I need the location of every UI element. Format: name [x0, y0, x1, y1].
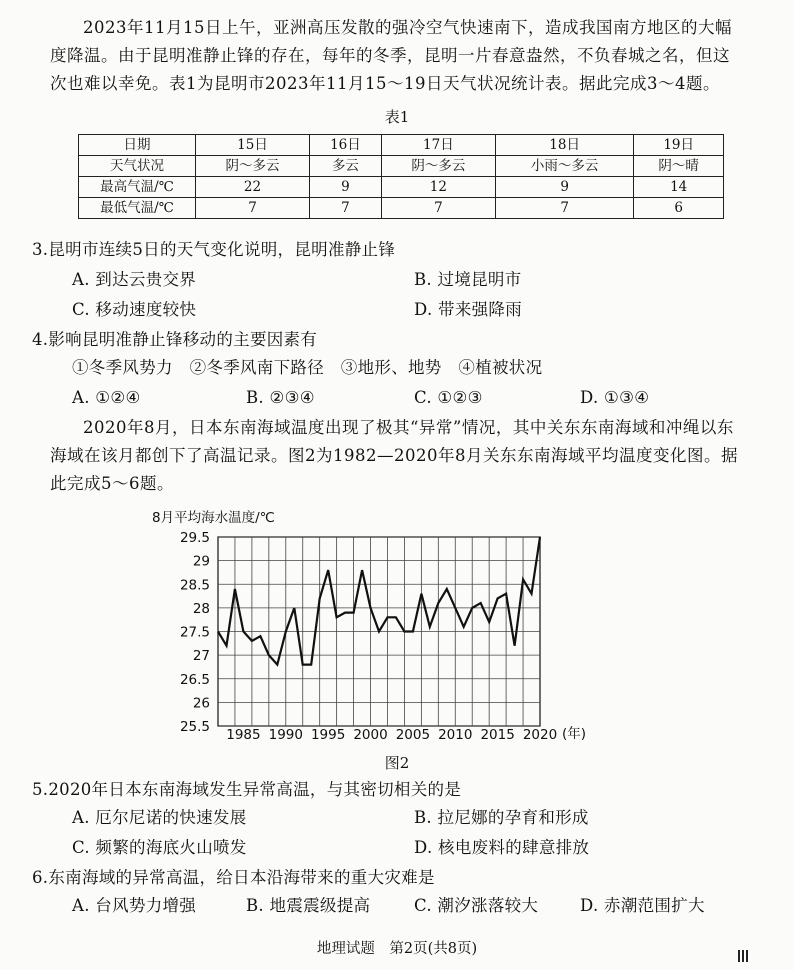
page-footer: 地理试题 第2页(共8页) [316, 941, 478, 957]
chart-y-tick-label: 26 [192, 695, 210, 712]
chart-x-tick-labels [226, 727, 557, 743]
chart-x-tick-label: 2000 [353, 727, 388, 743]
table-cell: 7 [310, 198, 382, 219]
chart-series-group [218, 537, 540, 665]
qr-code-icon [738, 950, 750, 962]
question-5-stem: 5.2020年日本东南海域发生异常高温，与其密切相关的是 [32, 780, 462, 799]
question-6-stem: 6.东南海域的异常高温，给日本沿海带来的重大灾难是 [32, 868, 435, 887]
q3-option-d[interactable]: D. 带来强降雨 [414, 300, 523, 319]
chart-x-tick-label: 2015 [480, 727, 515, 743]
figure-caption: 图2 [384, 754, 410, 772]
q5-option-c[interactable]: C. 频繁的海底火山喷发 [72, 838, 247, 857]
table-cell: 22 [196, 177, 310, 198]
table-header-cell: 15日 [196, 135, 310, 156]
table-header-cell: 18日 [495, 135, 633, 156]
chart-x-tick-label: 1990 [268, 727, 303, 743]
q5-option-a[interactable]: A. 厄尔尼诺的快速发展 [72, 808, 247, 827]
chart-y-tick-label: 27 [192, 648, 210, 665]
chart-y-tick-label: 26.5 [179, 671, 210, 688]
table-cell: 7 [495, 198, 633, 219]
chart-x-tick-label: 2010 [438, 727, 473, 743]
table-cell: 14 [634, 177, 724, 198]
table-cell: 小雨～多云 [495, 156, 633, 177]
table-cell: 9 [310, 177, 382, 198]
table-header-cell: 日期 [79, 135, 196, 156]
table-cell: 9 [495, 177, 633, 198]
chart-x-tick-label: 1985 [226, 727, 261, 743]
table-cell: 阴～多云 [196, 156, 310, 177]
chart-x-axis-label: (年) [562, 726, 587, 742]
chart-y-tick-label: 27.5 [179, 624, 210, 641]
q6-option-c[interactable]: C. 潮汐涨落较大 [414, 896, 539, 915]
question-3-stem: 3.昆明市连续5日的天气变化说明，昆明准静止锋 [32, 240, 396, 259]
question-4-stem: 4.影响昆明准静止锋移动的主要因素有 [32, 330, 318, 349]
passage-intro-2: 2020年8月，日本东南海域温度出现了极其“异常”情况，其中关东东南海域和冲绳以东海域在该月都创下了高温记录。图2为1982—2020年8月关东东南海域平均温度变化图。据此完成5～6题。 [50, 418, 738, 493]
table-cell: 7 [381, 198, 495, 219]
q3-option-c[interactable]: C. 移动速度较快 [72, 300, 197, 319]
table-cell: 7 [196, 198, 310, 219]
q3-option-a[interactable]: A. 到达云贵交界 [72, 270, 197, 289]
chart-y-tick-label: 25.5 [179, 719, 210, 735]
chart-x-tick-label: 2020 [522, 727, 558, 743]
q4-option-b[interactable]: B. ②③④ [246, 388, 315, 407]
chart-y-axis-label: 8月平均海水温度/℃ [152, 510, 275, 526]
q5-option-d[interactable]: D. 核电废料的肆意排放 [414, 838, 590, 857]
q4-option-a[interactable]: A. ①②④ [72, 388, 141, 407]
passage-intro-1: 2023年11月15日上午，亚洲高压发散的强冷空气快速南下，造成我国南方地区的大幅度降温。由于昆明准静止锋的存在，每年的冬季，昆明一片春意盎然，不负春城之名，但这次也难以幸免。表1为昆明市2023年11月15～19日天气状况统计表。据此完成3～4题。 [50, 18, 732, 93]
chart-series-line [218, 537, 540, 665]
q6-option-d[interactable]: D. 赤潮范围扩大 [580, 896, 705, 915]
table-cell: 多云 [310, 156, 382, 177]
table-cell: 阴～晴 [634, 156, 724, 177]
q4-factors: ①冬季风势力 ②冬季风南下路径 ③地形、地势 ④植被状况 [72, 358, 543, 377]
table-cell: 最高气温/℃ [79, 177, 196, 198]
chart-y-tick-label: 29 [192, 553, 210, 570]
table-cell: 12 [381, 177, 495, 198]
chart-x-tick-label: 1995 [310, 727, 346, 743]
table-cell: 阴～多云 [381, 156, 495, 177]
q4-option-d[interactable]: D. ①③④ [580, 388, 650, 407]
table-cell: 6 [634, 198, 724, 219]
q6-option-b[interactable]: B. 地震震级提高 [246, 896, 371, 915]
table-header-cell: 16日 [310, 135, 382, 156]
q3-option-b[interactable]: B. 过境昆明市 [414, 270, 522, 289]
q5-option-b[interactable]: B. 拉尼娜的孕育和形成 [414, 808, 589, 827]
chart-x-tick-label: 2005 [395, 727, 431, 743]
table-cell: 最低气温/℃ [79, 198, 196, 219]
chart-y-tick-label: 28.5 [179, 577, 210, 594]
table-caption: 表1 [384, 108, 410, 126]
scanner-watermark [738, 949, 786, 963]
table-header-cell: 17日 [381, 135, 495, 156]
table-header-cell: 19日 [634, 135, 724, 156]
chart-y-tick-label: 29.5 [179, 530, 210, 546]
q6-option-a[interactable]: A. 台风势力增强 [72, 896, 197, 915]
q4-option-c[interactable]: C. ①②③ [414, 388, 483, 407]
table-cell: 天气状况 [79, 156, 196, 177]
chart-y-tick-label: 28 [192, 600, 210, 617]
chart-y-tick-labels [180, 530, 210, 735]
